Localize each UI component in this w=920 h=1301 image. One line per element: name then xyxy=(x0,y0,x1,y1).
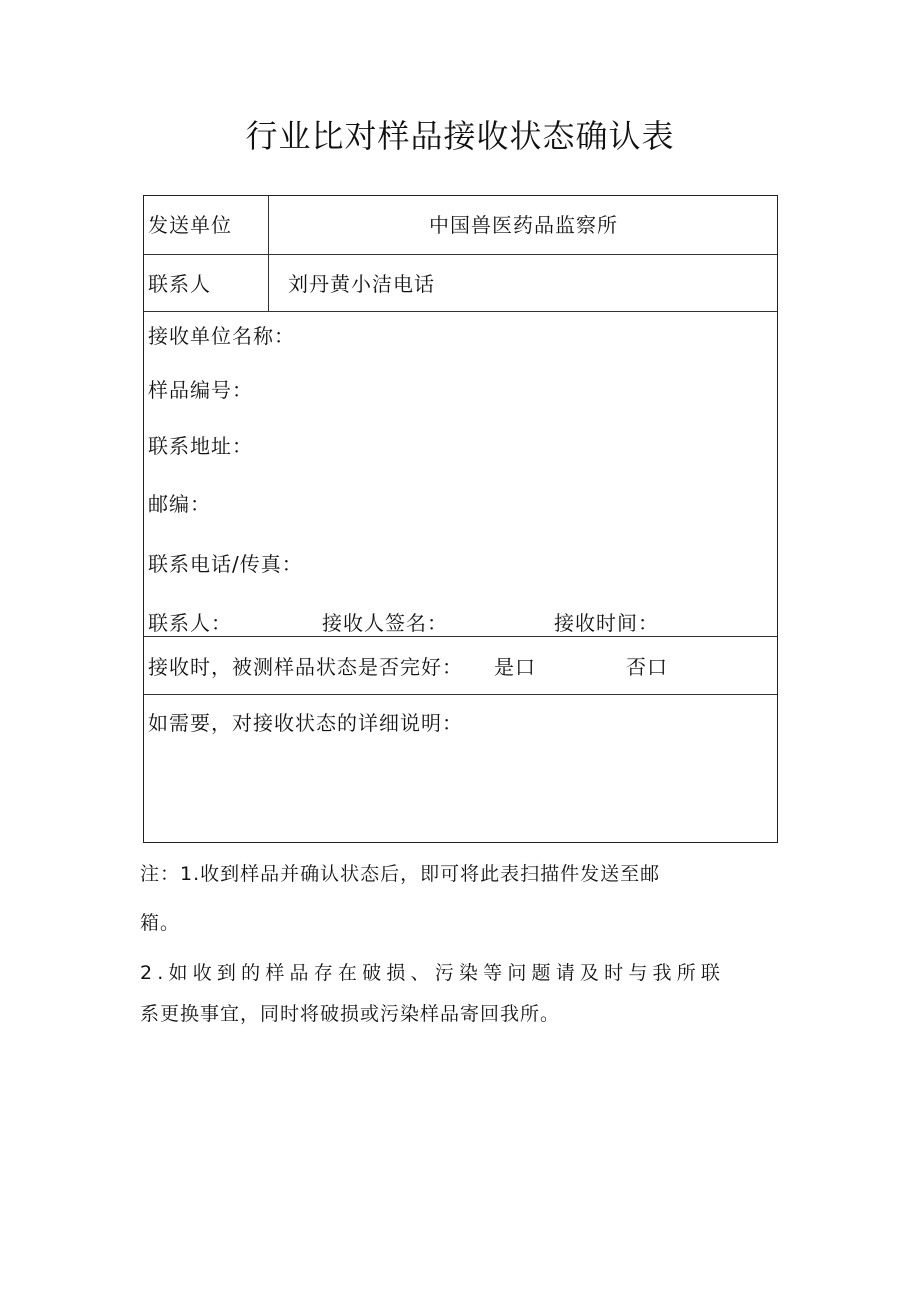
note-2-line-1: 2.如收到的样品存在破损、污染等问题请及时与我所联 xyxy=(140,962,726,984)
contact-label: 联系人 xyxy=(148,272,211,296)
note-1-line-1: 注：1.收到样品并确认状态后，即可将此表扫描件发送至邮 xyxy=(140,863,661,885)
note-1-line-2: 箱。 xyxy=(140,912,181,934)
receiver-contact-label: 联系人： xyxy=(148,611,232,635)
confirmation-form xyxy=(143,195,778,843)
note-2-line-2: 系更换事宜，同时将破损或污染样品寄回我所。 xyxy=(140,1003,561,1025)
sender-label: 发送单位 xyxy=(148,213,232,237)
row-divider-2 xyxy=(144,311,777,312)
option-yes: 是口 xyxy=(494,655,536,679)
phone-fax-label: 联系电话/传真： xyxy=(148,552,303,576)
details-label: 如需要，对接收状态的详细说明： xyxy=(148,711,463,735)
page-title: 行业比对样品接收状态确认表 xyxy=(245,117,675,155)
row-divider-4 xyxy=(144,694,777,695)
sample-no-label: 样品编号： xyxy=(148,378,253,402)
receiver-name-label: 接收单位名称： xyxy=(148,324,295,348)
option-no: 否口 xyxy=(626,655,668,679)
receiver-sign-label: 接收人签名： xyxy=(322,611,448,635)
postcode-label: 邮编： xyxy=(148,492,211,516)
sender-value: 中国兽医药品监察所 xyxy=(429,213,618,237)
row-divider-3 xyxy=(144,636,777,637)
address-label: 联系地址： xyxy=(148,434,253,458)
contact-value: 刘丹黄小洁电话 xyxy=(288,272,435,296)
condition-question: 接收时，被测样品状态是否完好： xyxy=(148,655,463,679)
row-divider-1 xyxy=(144,254,777,255)
receive-time-label: 接收时间： xyxy=(554,611,659,635)
